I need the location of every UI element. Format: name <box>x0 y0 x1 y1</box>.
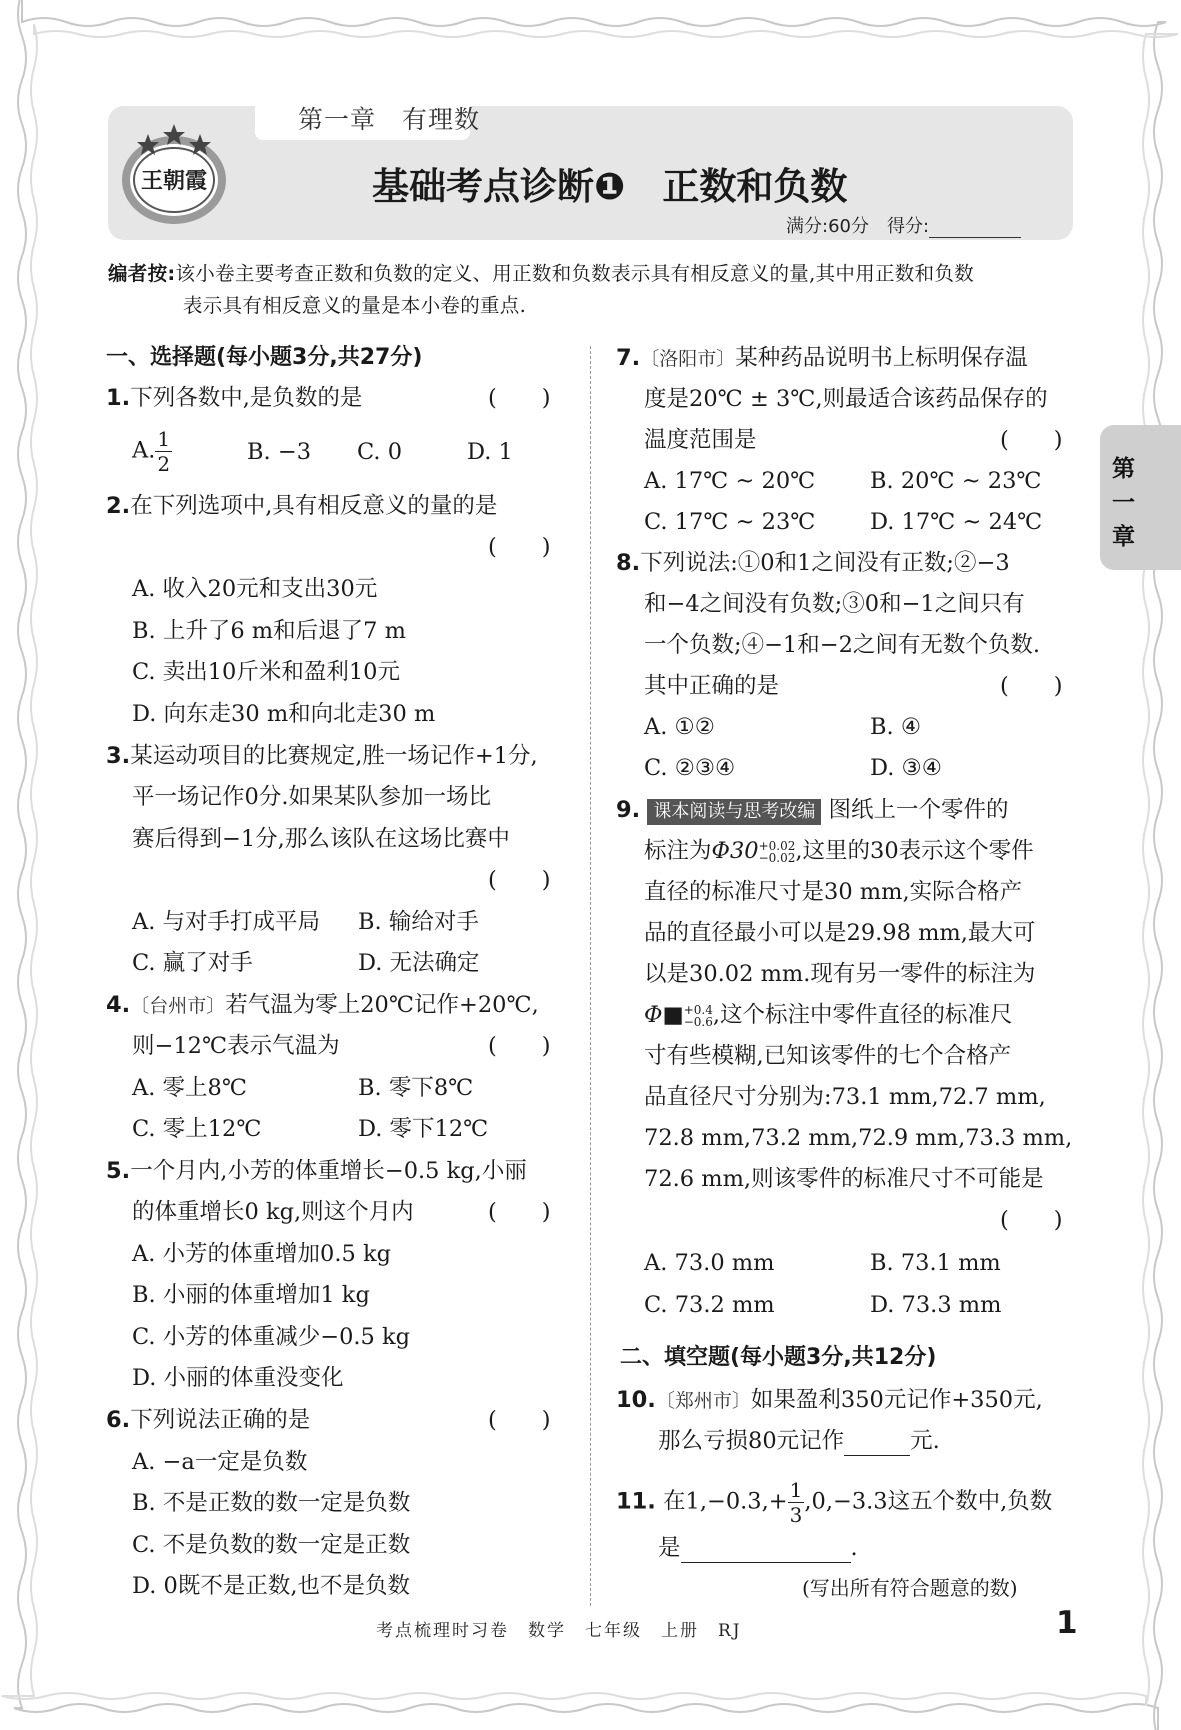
option-2a: A. 收入20元和支出30元 <box>132 576 378 602</box>
option-7b: B. 20℃ ~ 23℃ <box>870 468 1042 494</box>
question-9-line-6: Φ■ +0.4 −0.6 ,这个标注中零件直径的标准尺 <box>644 1002 1013 1029</box>
column-divider <box>590 346 591 1606</box>
question-8-line-4: 其中正确的是 <box>644 673 780 699</box>
footer-text: 考点梳理时习卷 数学 七年级 上册 RJ <box>376 1621 742 1641</box>
option-6d: D. 0既不是正数,也不是负数 <box>132 1573 411 1599</box>
option-2b: B. 上升了6 m和后退了7 m <box>132 618 406 644</box>
answer-paren-4[interactable]: ( ) <box>488 1033 551 1059</box>
option-3b: B. 输给对手 <box>358 909 479 935</box>
option-5c: C. 小芳的体重减少−0.5 kg <box>132 1324 411 1350</box>
option-5b: B. 小丽的体重增加1 kg <box>132 1282 370 1308</box>
option-8a: A. ①② <box>644 714 715 740</box>
question-7: 7.〔洛阳市〕某种药品说明书上标明保存温 <box>616 345 1028 371</box>
answer-paren-2[interactable]: ( ) <box>488 534 551 560</box>
question-3-line-2: 平一场记作0分.如果某队参加一场比 <box>132 784 491 810</box>
option-9b: B. 73.1 mm <box>870 1250 1001 1276</box>
option-3c: C. 赢了对手 <box>132 950 253 976</box>
question-8: 8.下列说法:①0和1之间没有正数;②−3 <box>616 550 1010 576</box>
option-8d: D. ③④ <box>870 755 942 781</box>
question-9: 9. 课本阅读与思考改编 图纸上一个零件的 <box>616 797 1009 823</box>
score-blank[interactable] <box>929 221 1021 238</box>
option-4d: D. 零下12℃ <box>358 1116 489 1142</box>
question-3: 3.某运动项目的比赛规定,胜一场记作+1分, <box>106 743 538 769</box>
question-8-line-3: 一个负数;④−1和−2之间有无数个负数. <box>644 632 1041 658</box>
question-9-line-3: 直径的标准尺寸是30 mm,实际合格产 <box>644 879 1023 905</box>
section-2-title: 二、填空题(每小题3分,共12分) <box>620 1345 937 1370</box>
question-6: 6.下列说法正确的是 <box>106 1407 311 1433</box>
option-9a: A. 73.0 mm <box>644 1250 775 1276</box>
fill-blank-11[interactable] <box>681 1540 851 1563</box>
question-9-line-2: 标注为Φ30 +0.02 −0.02 ,这里的30表示这个零件 <box>644 838 1034 865</box>
source-tag: 课本阅读与思考改编 <box>647 799 821 825</box>
question-9-line-8: 品直径尺寸分别为:73.1 mm,72.7 mm, <box>644 1084 1046 1110</box>
question-5: 5.一个月内,小芳的体重增长−0.5 kg,小丽 <box>106 1158 527 1184</box>
option-2c: C. 卖出10斤米和盈利10元 <box>132 659 400 685</box>
question-1: 1.下列各数中,是负数的是 <box>106 385 363 411</box>
question-9-line-4: 品的直径最小可以是29.98 mm,最大可 <box>644 920 1036 946</box>
option-6b: B. 不是正数的数一定是负数 <box>132 1490 411 1516</box>
score-line: 满分:60分 得分: <box>786 212 1021 238</box>
option-1b: B. −3 <box>247 439 312 465</box>
option-7a: A. 17℃ ~ 20℃ <box>644 468 816 494</box>
answer-paren-5[interactable]: ( ) <box>488 1199 551 1225</box>
option-1a: A. $\frac{1}{2}$ <box>132 427 171 476</box>
answer-paren-9[interactable]: ( ) <box>1000 1207 1063 1233</box>
question-10: 10.〔郑州市〕如果盈利350元记作+350元, <box>616 1387 1043 1413</box>
question-9-line-5: 以是30.02 mm.现有另一零件的标注为 <box>644 961 1036 987</box>
option-3d: D. 无法确定 <box>358 950 480 976</box>
option-4b: B. 零下8℃ <box>358 1075 474 1101</box>
question-7-line-2: 度是20℃ ± 3℃,则最适合该药品保存的 <box>644 386 1048 412</box>
chapter-title: 第一章 有理数 <box>298 105 481 134</box>
worksheet-title: 基础考点诊断❶ 正数和负数 <box>372 165 848 208</box>
question-9-line-9: 72.8 mm,73.2 mm,72.9 mm,73.3 mm, <box>644 1125 1073 1151</box>
option-5d: D. 小丽的体重没变化 <box>132 1365 344 1391</box>
option-8b: B. ④ <box>870 714 922 740</box>
option-7c: C. 17℃ ~ 23℃ <box>644 509 816 535</box>
option-1c: C. 0 <box>357 439 403 465</box>
editor-note: 编者按:该小卷主要考查正数和负数的定义、用正数和负数表示具有相反意义的量,其中用正数和负数 表示具有相反意义的量是本小卷的重点. <box>108 262 974 317</box>
answer-paren-7[interactable]: ( ) <box>1000 427 1063 453</box>
option-4c: C. 零上12℃ <box>132 1116 262 1142</box>
option-1d: D. 1 <box>467 439 513 465</box>
question-10-line-2: 那么亏损80元记作 元. <box>658 1428 940 1454</box>
side-tab-label: 第 一 章 <box>1112 456 1135 550</box>
section-1-title: 一、选择题(每小题3分,共27分) <box>106 345 423 370</box>
answer-paren-3[interactable]: ( ) <box>488 867 551 893</box>
question-9-line-7: 寸有些模糊,已知该零件的七个合格产 <box>644 1043 1012 1069</box>
brand-logo <box>118 118 230 230</box>
question-4-line-2: 则−12℃表示气温为 <box>132 1033 340 1059</box>
answer-paren-8[interactable]: ( ) <box>1000 673 1063 699</box>
option-9d: D. 73.3 mm <box>870 1292 1002 1318</box>
question-11: 11. 在1,−0.3,+ $\frac{1}{3}$ ,0,−3.3这五个数中,负数 <box>616 1478 1053 1527</box>
answer-paren-1[interactable]: ( ) <box>488 385 551 411</box>
question-11-line-2: 是 . <box>658 1535 858 1561</box>
question-9-line-10: 72.6 mm,则该零件的标准尺寸不可能是 <box>644 1166 1044 1192</box>
question-8-line-2: 和−4之间没有负数;③0和−1之间只有 <box>644 591 1025 617</box>
question-7-line-3: 温度范围是 <box>644 427 757 453</box>
option-6a: A. −a一定是负数 <box>132 1449 308 1475</box>
option-3a: A. 与对手打成平局 <box>132 909 321 935</box>
option-8c: C. ②③④ <box>644 755 736 781</box>
option-2d: D. 向东走30 m和向北走30 m <box>132 701 436 727</box>
option-5a: A. 小芳的体重增加0.5 kg <box>132 1241 392 1267</box>
question-11-note: (写出所有符合题意的数) <box>802 1576 1018 1600</box>
option-4a: A. 零上8℃ <box>132 1075 248 1101</box>
option-6c: C. 不是负数的数一定是正数 <box>132 1532 411 1558</box>
question-2: 2.在下列选项中,具有相反意义的量的是 <box>106 493 498 519</box>
question-3-line-3: 赛后得到−1分,那么该队在这场比赛中 <box>132 826 510 852</box>
option-9c: C. 73.2 mm <box>644 1292 775 1318</box>
question-4: 4.〔台州市〕若气温为零上20℃记作+20℃, <box>106 992 539 1018</box>
question-5-line-2: 的体重增长0 kg,则这个月内 <box>132 1199 414 1225</box>
option-7d: D. 17℃ ~ 24℃ <box>870 509 1043 535</box>
page-number: 1 <box>1056 1605 1078 1641</box>
fill-blank-10[interactable] <box>844 1433 910 1456</box>
svg-text:王朝霞: 王朝霞 <box>140 168 208 194</box>
answer-paren-6[interactable]: ( ) <box>488 1407 551 1433</box>
